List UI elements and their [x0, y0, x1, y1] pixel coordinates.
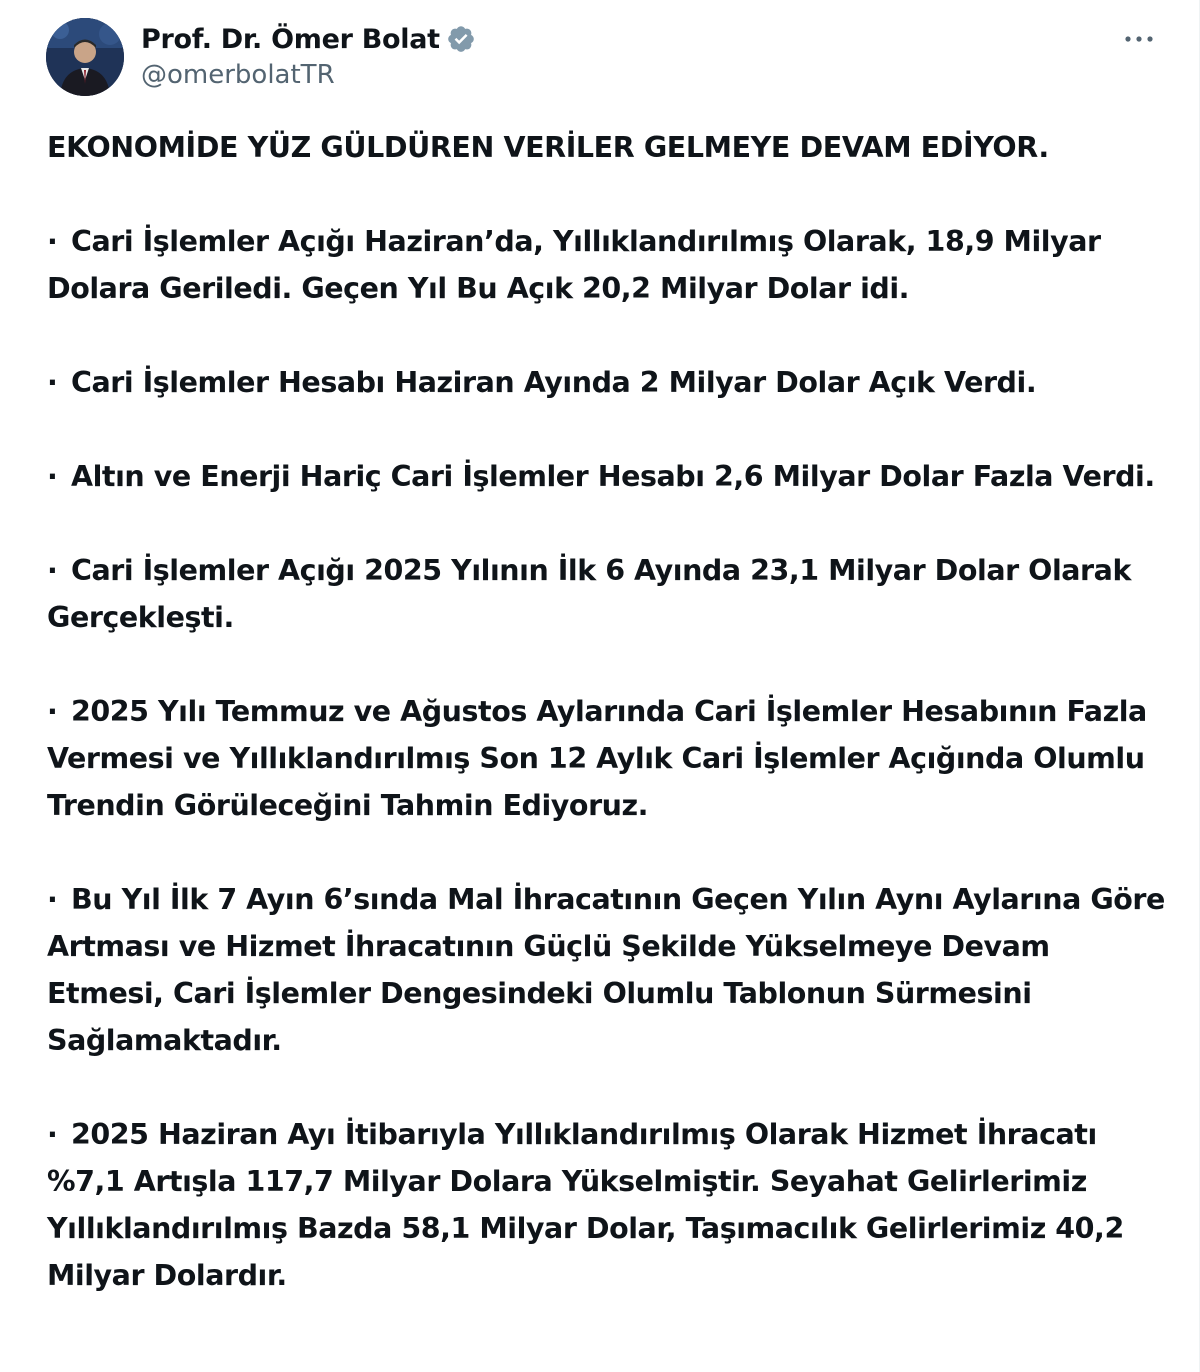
bullet-glyph: ·: [47, 695, 58, 728]
post-paragraph: [47, 688, 1167, 829]
tweet-text: [47, 124, 1167, 1346]
post-paragraph: [47, 453, 1167, 500]
more-horizontal-icon[interactable]: [1119, 24, 1159, 54]
paragraph-text: Altın ve Enerji Hariç Cari İşlemler Hesabı 2,6 Milyar Dolar Fazla Verdi.: [71, 460, 1155, 493]
post-paragraph: [47, 547, 1167, 641]
author-names: [141, 20, 476, 90]
handle[interactable]: @omerbolatTR: [141, 60, 335, 90]
tweet-header: [46, 18, 1159, 98]
display-name-row: [141, 20, 476, 58]
bullet-glyph: ·: [47, 554, 58, 587]
paragraph-text: 2025 Yılı Temmuz ve Ağustos Aylarında Cari İşlemler Hesabının Fazla Vermesi ve Yıllıklandırılmış Son 12 Aylık Cari İşlemler Açığında Olumlu Trendin Görüleceğini Tahmin Ediyoruz.: [47, 695, 1147, 822]
bullet-glyph: ·: [47, 366, 58, 399]
bullet-glyph: ·: [47, 1118, 58, 1151]
post-paragraph: [47, 359, 1167, 406]
avatar-photo: [46, 18, 124, 96]
post-headline: EKONOMİDE YÜZ GÜLDÜREN VERİLER GELMEYE DEVAM EDİYOR.: [47, 131, 1049, 164]
post-paragraph: [47, 218, 1167, 312]
bullet-glyph: ·: [47, 225, 58, 258]
avatar[interactable]: [46, 18, 124, 96]
verified-badge-icon[interactable]: [446, 24, 476, 54]
post-paragraph: [47, 1111, 1167, 1299]
paragraph-text: Cari İşlemler Açığı Haziran’da, Yıllıklandırılmış Olarak, 18,9 Milyar Dolara Geriledi. Geçen Yıl Bu Açık 20,2 Milyar Dolar idi.: [47, 225, 1101, 305]
bullet-glyph: ·: [47, 883, 58, 916]
bullet-glyph: ·: [47, 460, 58, 493]
post-paragraph: [47, 876, 1167, 1064]
paragraph-text: Cari İşlemler Hesabı Haziran Ayında 2 Milyar Dolar Açık Verdi.: [71, 366, 1037, 399]
paragraph-text: Cari İşlemler Açığı 2025 Yılının İlk 6 Ayında 23,1 Milyar Dolar Olarak Gerçekleşti.: [47, 554, 1131, 634]
paragraph-text: 2025 Haziran Ayı İtibarıyla Yıllıklandırılmış Olarak Hizmet İhracatı %7,1 Artışla 117,7 Milyar Dolara Yükselmiştir. Seyahat Gelirlerimiz Yıllıklandırılmış Bazda 58,1 Milyar Dolar, Taşımacılık Gelirlerimiz 40,2 Milyar Dolardır.: [47, 1118, 1124, 1292]
display-name[interactable]: Prof. Dr. Ömer Bolat: [141, 23, 440, 55]
paragraph-text: Bu Yıl İlk 7 Ayın 6’sında Mal İhracatının Geçen Yılın Aynı Aylarına Göre Artması ve Hizmet İhracatının Güçlü Şekilde Yükselmeye Devam Etmesi, Cari İşlemler Dengesindeki Olumlu Tablonun Sürmesini Sağlamaktadır.: [47, 883, 1165, 1057]
